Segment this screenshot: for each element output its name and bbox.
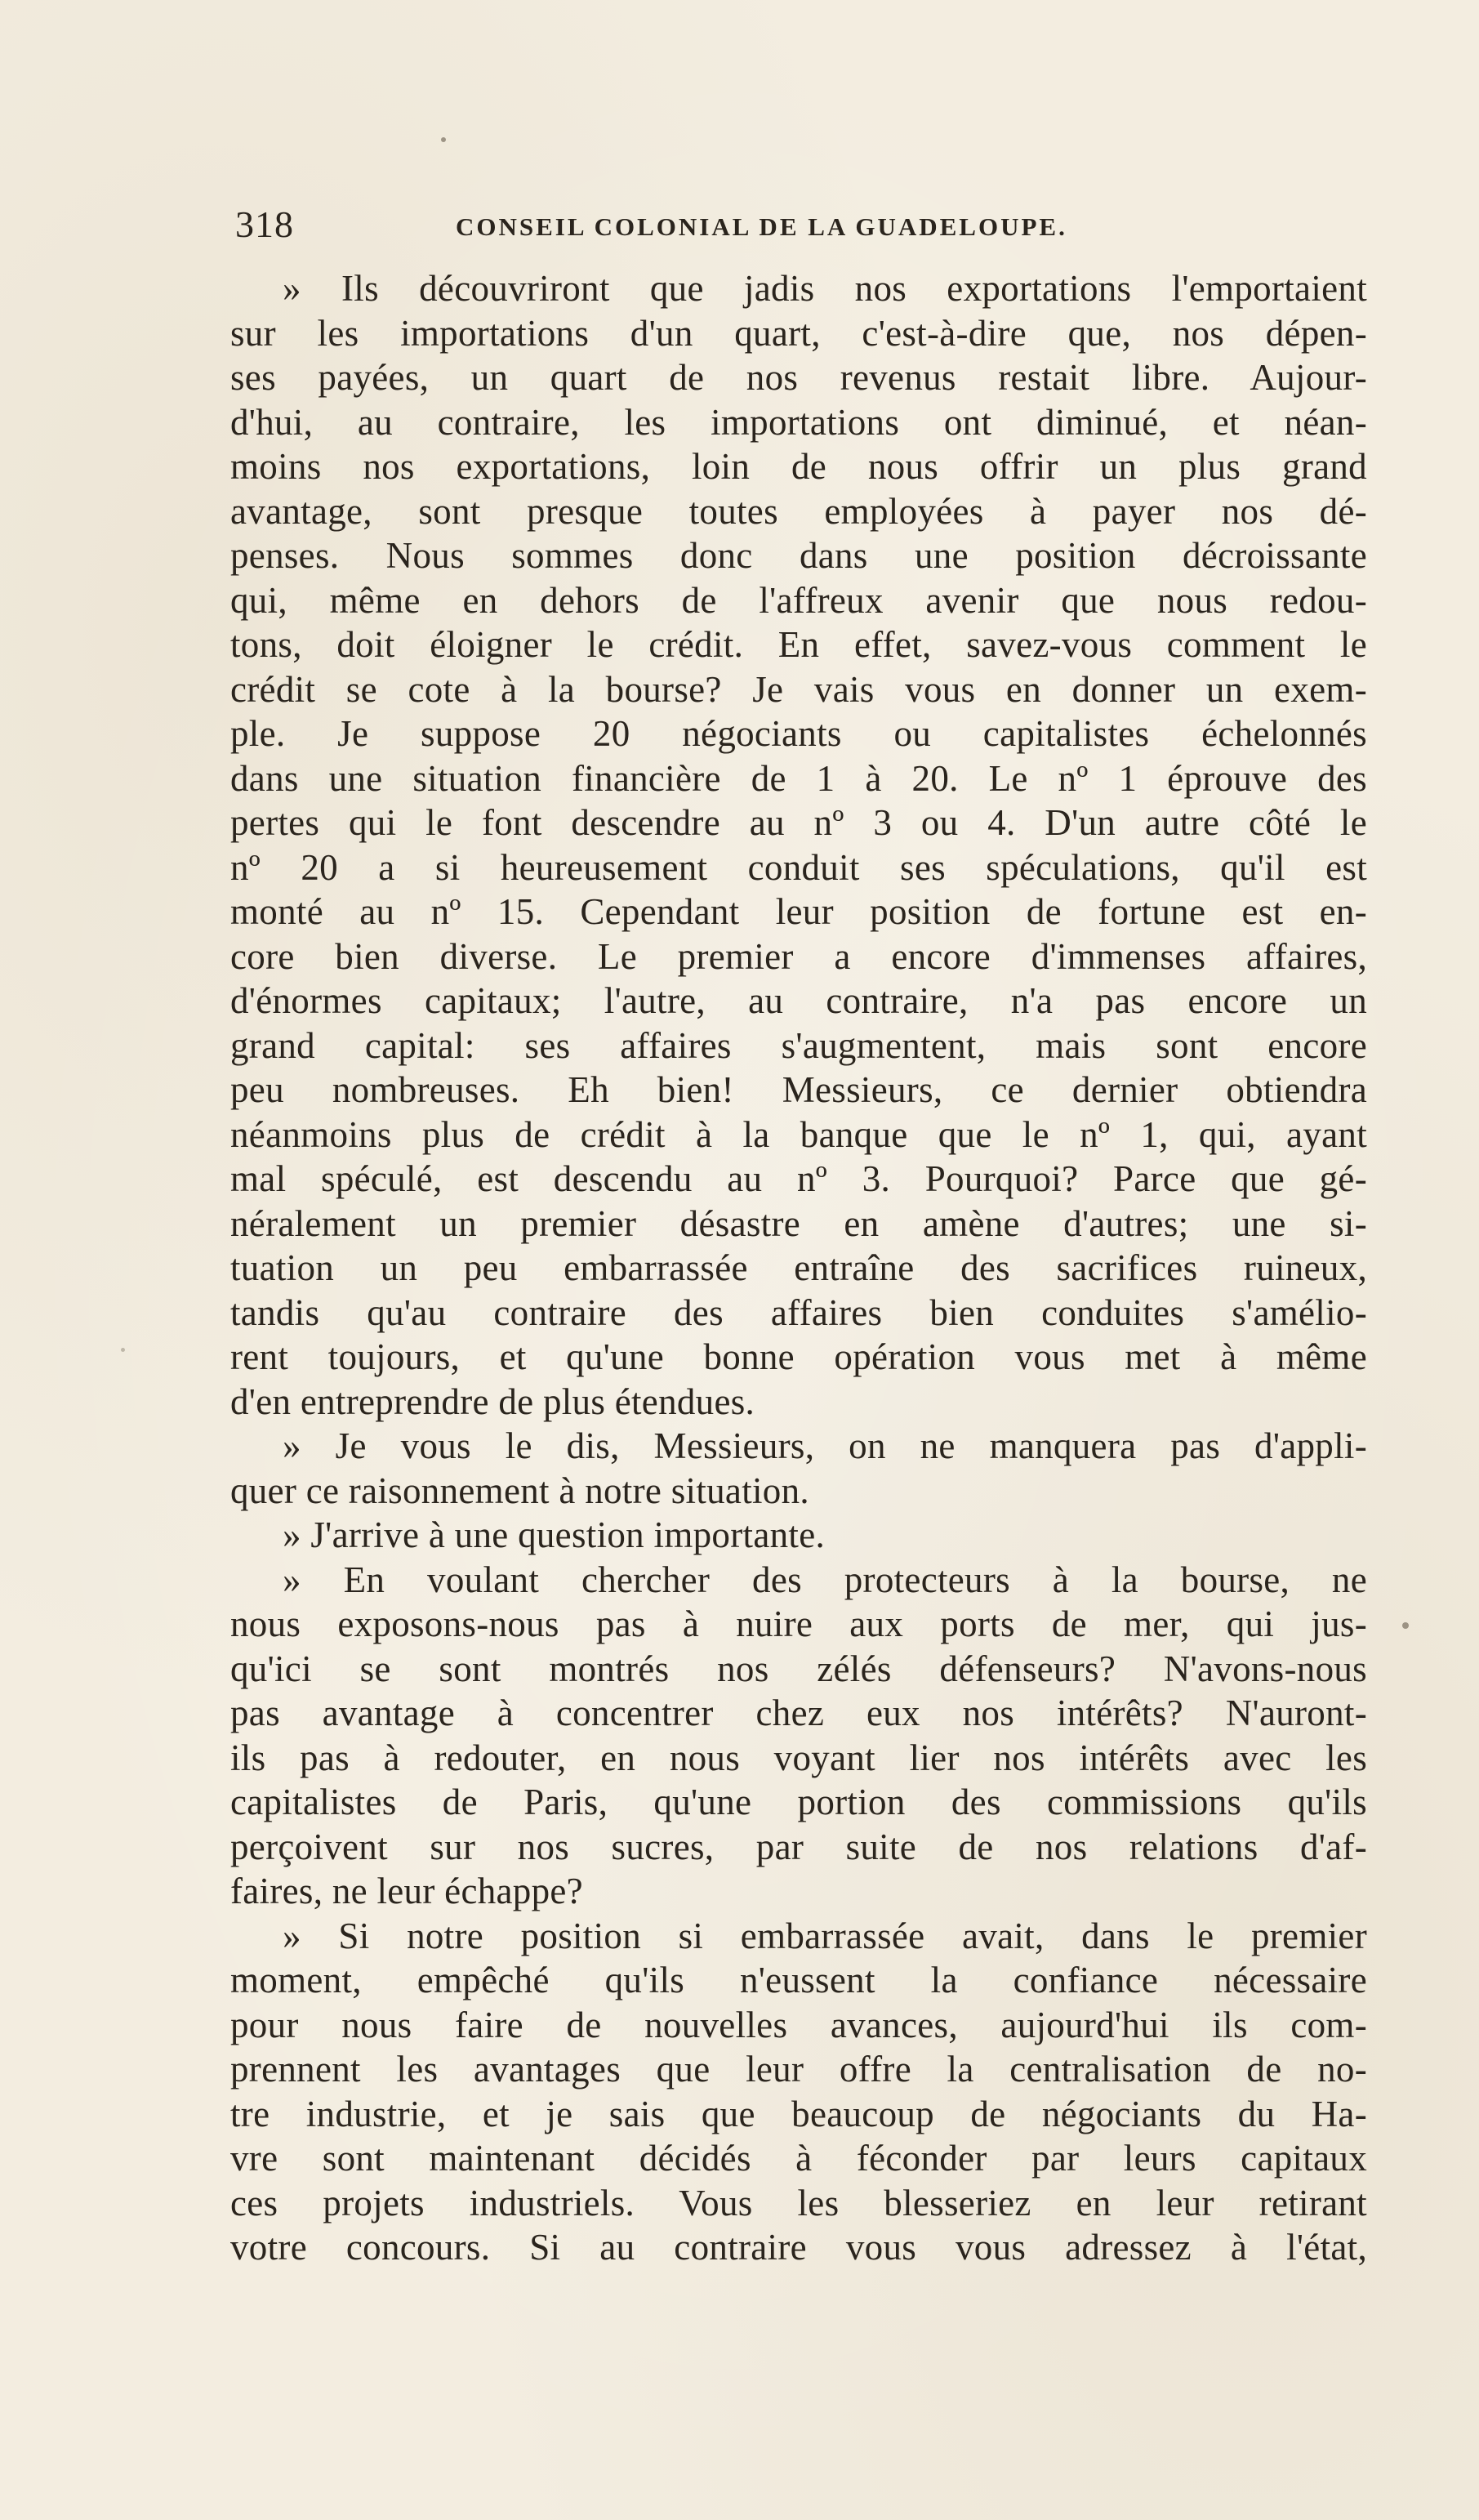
text-line: avantage, sont presque toutes employées à payer nos dé-	[230, 490, 1367, 532]
text-line: rent toujours, et qu'une bonne opération vous met à même	[230, 1336, 1367, 1377]
text-line: ils pas à redouter, en nous voyant lier nos intérêts avec les	[230, 1737, 1367, 1778]
text-line: penses. Nous sommes donc dans une position décroissante	[230, 535, 1367, 576]
text-line: nous exposons-nous pas à nuire aux ports de mer, qui jus-	[230, 1603, 1367, 1644]
text-line: pour nous faire de nouvelles avances, aujourd'hui ils com-	[230, 2004, 1367, 2045]
text-line: dans une situation financière de 1 à 20. Le nº 1 éprouve des	[230, 757, 1367, 799]
text-line: moins nos exportations, loin de nous offrir un plus grand	[230, 446, 1367, 487]
text-line: ple. Je suppose 20 négociants ou capitalistes échelonnés	[230, 713, 1367, 754]
text-line: moment, empêché qu'ils n'eussent la confiance nécessaire	[230, 1960, 1367, 2000]
page-header	[235, 203, 1362, 252]
text-line: tons, doit éloigner le crédit. En effet, savez-vous comment le	[230, 624, 1367, 665]
ink-speck	[441, 137, 446, 142]
text-line: qui, même en dehors de l'affreux avenir que nous redou-	[230, 579, 1367, 621]
text-line: pas avantage à concentrer chez eux nos intérêts? N'auront-	[230, 1693, 1367, 1733]
text-line: ses payées, un quart de nos revenus restait libre. Aujour-	[230, 357, 1367, 398]
text-line: quer ce raisonnement à notre situation.	[230, 1470, 809, 1511]
page-number: 318	[235, 203, 294, 245]
text-line: capitalistes de Paris, qu'une portion des commissions qu'ils	[230, 1782, 1367, 1822]
text-line: » En voulant chercher des protecteurs à la bourse, ne	[283, 1559, 1367, 1600]
text-line: faires, ne leur échappe?	[230, 1871, 583, 1911]
text-line: tre industrie, et je sais que beaucoup de négociants du Ha-	[230, 2093, 1367, 2134]
text-line: d'hui, au contraire, les importations ont diminué, et néan-	[230, 401, 1367, 443]
text-line: néralement un premier désastre en amène d'autres; une si-	[230, 1202, 1367, 1244]
text-line: monté au nº 15. Cependant leur position de fortune est en-	[230, 891, 1367, 932]
text-line: nº 20 a si heureusement conduit ses spéculations, qu'il est	[230, 846, 1367, 888]
text-line: grand capital: ses affaires s'augmentent, mais sont encore	[230, 1024, 1367, 1066]
text-line: ces projets industriels. Vous les blesseriez en leur retirant	[230, 2182, 1367, 2223]
ink-speck	[121, 1348, 125, 1352]
text-line: néanmoins plus de crédit à la banque que le nº 1, qui, ayant	[230, 1113, 1367, 1155]
text-line: » J'arrive à une question importante.	[283, 1514, 826, 1555]
text-line: d'en entreprendre de plus étendues.	[230, 1380, 755, 1422]
text-line: sur les importations d'un quart, c'est-à-dire que, nos dépen-	[230, 312, 1367, 354]
text-line: » Si notre position si embarrassée avait, dans le premier	[283, 1915, 1367, 1956]
text-line: votre concours. Si au contraire vous vous adressez à l'état,	[230, 2227, 1367, 2268]
text-line: core bien diverse. Le premier a encore d'immenses affaires,	[230, 935, 1367, 977]
text-line: perçoivent sur nos sucres, par suite de nos relations d'af-	[230, 1826, 1367, 1867]
running-head: CONSEIL COLONIAL DE LA GUADELOUPE.	[456, 212, 1067, 241]
text-line: crédit se cote à la bourse? Je vais vous en donner un exem-	[230, 668, 1367, 710]
ink-speck	[1402, 1622, 1409, 1629]
body-text	[230, 266, 1367, 2270]
text-line: prennent les avantages que leur offre la centralisation de no-	[230, 2049, 1367, 2090]
text-line: tuation un peu embarrassée entraîne des sacrifices ruineux,	[230, 1247, 1367, 1288]
text-line: vre sont maintenant décidés à féconder par leurs capitaux	[230, 2138, 1367, 2179]
text-line: » Ils découvriront que jadis nos exportations l'emportaient	[283, 268, 1367, 309]
text-line: d'énormes capitaux; l'autre, au contraire, n'a pas encore un	[230, 980, 1367, 1021]
text-line: peu nombreuses. Eh bien! Messieurs, ce dernier obtiendra	[230, 1069, 1367, 1110]
text-line: qu'ici se sont montrés nos zélés défenseurs? N'avons-nous	[230, 1648, 1367, 1689]
text-line: mal spéculé, est descendu au nº 3. Pourquoi? Parce que gé-	[230, 1158, 1367, 1199]
text-line: pertes qui le font descendre au nº 3 ou 4. D'un autre côté le	[230, 802, 1367, 843]
text-line: tandis qu'au contraire des affaires bien conduites s'amélio-	[230, 1291, 1367, 1333]
text-line: » Je vous le dis, Messieurs, on ne manquera pas d'appli-	[283, 1425, 1367, 1466]
